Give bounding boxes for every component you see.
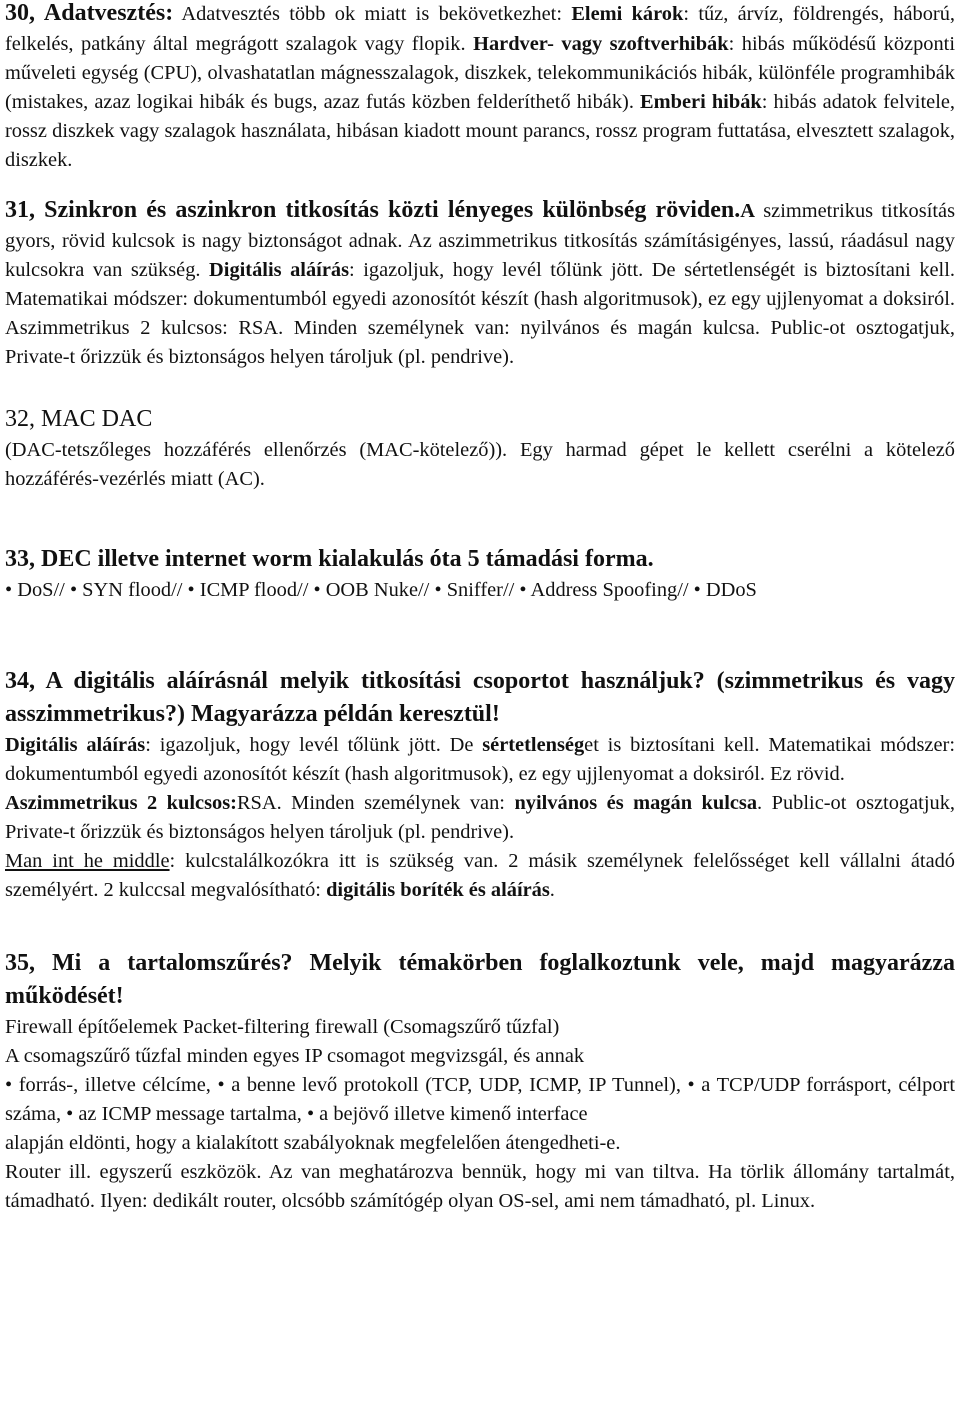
section-35-heading: 35, Mi a tartalomszűrés? Melyik témakörben foglalkoztunk vele, majd magyarázza működését! [5,950,955,1009]
section-33-list [5,576,955,605]
section-30-heading: 30, Adatvesztés: [5,0,174,26]
list-item: • SYN flood// [69,579,183,601]
section-32-heading: 32, MAC DAC [5,406,153,432]
section-34-rsa: Aszimmetrikus 2 kulcsos:RSA. Minden személynek van: nyilvános és magán kulcsa. Public-ot osztogatjuk, Private-t őrizzük és biztonságos helyen tároljuk (pl. pendrive). [5,792,955,843]
section-34-mitm: Man int he middle: kulcstalálkozókra itt is szükség van. 2 másik személynek felelősséget kell vállalni átadó személyért. 2 kulccsal megvalósítható: digitális boríték és aláírás. [5,850,956,901]
list-item: • DDoS [693,579,757,601]
list-item: • Address Spoofing// [519,579,689,601]
section-31: 31, Szinkron és aszinkron titkosítás közti lényeges különbség röviden.A szimmetrikus titkosítás gyors, rövid kulcsok is nagy biztonságot adnak. Az aszimmetrikus titkosítás számításigényes, lassú, ráadásul nagy kulcsokra van szükség. Digitális aláírás: igazoljuk, hogy levél tőlünk jött. De sértetlenségét is biztosítani kell. Matematikai módszer: dokumentumból egyedi azonosítót készít (hash algoritmusok), ez egy ujjlenyomat a doksiról. Aszimmetrikus 2 kulcsos: RSA. Minden személynek van: nyilvános és magán kulcsa. Public-ot osztogatjuk, Private-t őrizzük és biztonságos helyen tároljuk (pl. pendrive). [5,197,956,368]
section-34-body: Digitális aláírás: igazoljuk, hogy levél tőlünk jött. De sértetlenséget is biztosítani kell. Matematikai módszer: dokumentumból egyedi azonosítót készít (hash algoritmusok), ez egy ujjlenyomat a doksiról. Ez rövid. [5,734,955,785]
section-35-line-5: Router ill. egyszerű eszközök. Az van meghatározva bennük, hogy mi van tiltva. Ha törlik állomány tartalmát, támadható. Ilyen: dedikált router, olcsóbb számítógép olyan OS-sel, ami nem támadható, pl. Linux. [5,1161,955,1212]
section-31-heading: 31, Szinkron és aszinkron titkosítás közti lényeges különbség röviden. [5,197,741,223]
section-35-line-1: Firewall építőelemek Packet-filtering firewall (Csomagszűrő tűzfal) [5,1016,560,1038]
section-32-body: (DAC-tetszőleges hozzáférés ellenőrzés (MAC-kötelező)). Egy harmad gépet le kellett cserélni a kötelező hozzáférés-vezérlés miatt (AC). [5,439,955,490]
section-33-heading: 33, DEC illetve internet worm kialakulás óta 5 támadási forma. [5,546,654,572]
list-item: • DoS// [5,579,65,601]
section-30: 30, Adatvesztés: Adatvesztés több ok miatt is bekövetkezhet: Elemi károk: tűz, árvíz, földrengés, háború, felkelés, patkány által megrágott szalagok vagy flopik. Hardver- vagy szoftverhibák: hibás működésű központi műveleti egység (CPU), olvashatatlan mágnesszalagok, diszkek, telekommunikációs hibák, különféle programhibák (mistakes, azaz logikai hibák és bugs, azaz futás közben felderíthető hibák). Emberi hibák: hibás adatok felvitele, rossz diszkek vagy szalagok használata, hibásan kiadott mount parancs, rossz program futtatása, elvesztett szalagok, diszkek. [5,0,956,171]
section-35-line-2: A csomagszűrő tűzfal minden egyes IP csomagot megvizsgál, és annak [5,1045,585,1067]
section-34-heading: 34, A digitális aláírásnál melyik titkosítási csoportot használjuk? (szimmetrikus és vagy asszimmetrikus?) Magyarázza példán keresztül! [5,668,955,727]
document-page [5,0,955,1216]
section-35-line-3: • forrás-, illetve célcíme, • a benne levő protokoll (TCP, UDP, ICMP, IP Tunnel), • a TCP/UDP forrásport, célport száma, • az ICMP message tartalma, • a bejövő illetve kimenő interface [5,1074,955,1125]
list-item: • Sniffer// [434,579,515,601]
section-35-line-4: alapján eldönti, hogy a kialakított szabályoknak megfelelően átengedheti-e. [5,1132,621,1154]
list-item: • OOB Nuke// [313,579,430,601]
list-item: • ICMP flood// [187,579,309,601]
